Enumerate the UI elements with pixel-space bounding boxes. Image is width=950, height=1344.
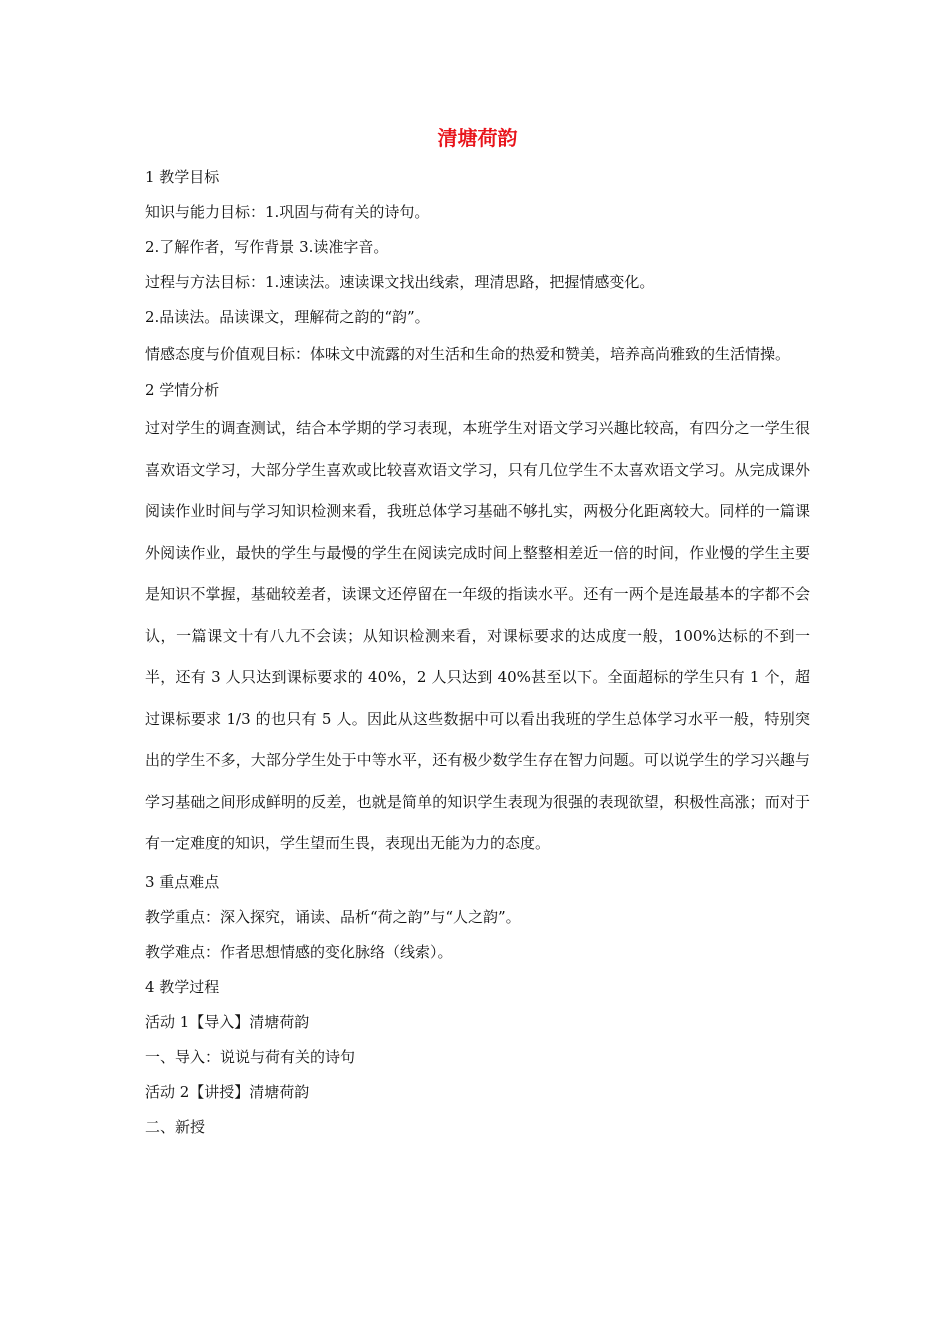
- keypoint-focus: 教学重点：深入探究，诵读、品析“荷之韵”与“人之韵”。: [145, 907, 521, 926]
- activity-1-content: 一、导入：说说与荷有关的诗句: [145, 1047, 356, 1066]
- objective-process: 过程与方法目标：1.速读法。速读课文找出线索，理清思路，把握情感变化。: [145, 273, 655, 291]
- analysis-paragraph: 过对学生的调查测试，结合本学期的学习表现，本班学生对语文学习兴趣比较高，有四分之一学生很喜欢语文学习，大部分学生喜欢或比较喜欢语文学习，只有几位学生不太喜欢语文学习。从完成课外阅读作业时间与学习知识检测来看，我班总体学习基础不够扎实，两极分化距离较大。同样的一篇课外阅读作业，最快的学生与最慢的学生在阅读完成时间上整整相差近一倍的时间，作业慢的学生主要是知识不掌握，基础较差者，读课文还停留在一年级的指读水平。还有一两个是连最基本的字都不会认，一篇课文十有八九不会读；从知识检测来看，对课标要求的达成度一般，100%达标的不到一半，还有 3 人只达到课标要求的 40%，2 人只达到 40%甚至以下。全面超标的学生只有 1 个，超过课标要求 1/3 的也只有 5 人。因此从这些数据中可以看出我班的学生总体学习水平一般，特别突出的学生不多，大部分学生处于中等水平，还有极少数学生存在智力问题。可以说学生的学习兴趣与学习基础之间形成鲜明的反差，也就是简单的知识学生表现为很强的表现欲望，积极性高涨；而对于有一定难度的知识，学生望而生畏，表现出无能为力的态度。: [145, 419, 810, 852]
- objective-process-cont: 2.品读法。品读课文，理解荷之韵的“韵”。: [145, 308, 430, 326]
- activity-2: 活动 2【讲授】清塘荷韵: [145, 1082, 310, 1101]
- activity-1: 活动 1【导入】清塘荷韵: [145, 1012, 310, 1031]
- section-heading-analysis: 2 学情分析: [145, 381, 220, 399]
- section-heading-objectives: 1 教学目标: [145, 168, 220, 186]
- objective-knowledge-cont: 2.了解作者，写作背景 3.读准字音。: [145, 238, 389, 256]
- keypoint-difficulty: 教学难点：作者思想情感的变化脉络（线索）。: [145, 942, 453, 961]
- section-heading-keypoints: 3 重点难点: [145, 872, 220, 891]
- activity-2-content: 二、新授: [145, 1117, 206, 1136]
- document-page: [145, 118, 810, 1145]
- objective-emotion: 情感态度与价值观目标：体味文中流露的对生活和生命的热爱和赞美，培养高尚雅致的生活情操。: [145, 345, 791, 363]
- section-heading-process: 4 教学过程: [145, 977, 220, 996]
- document-title: 清塘荷韵: [437, 126, 518, 150]
- objective-knowledge: 知识与能力目标：1.巩固与荷有关的诗句。: [145, 203, 430, 221]
